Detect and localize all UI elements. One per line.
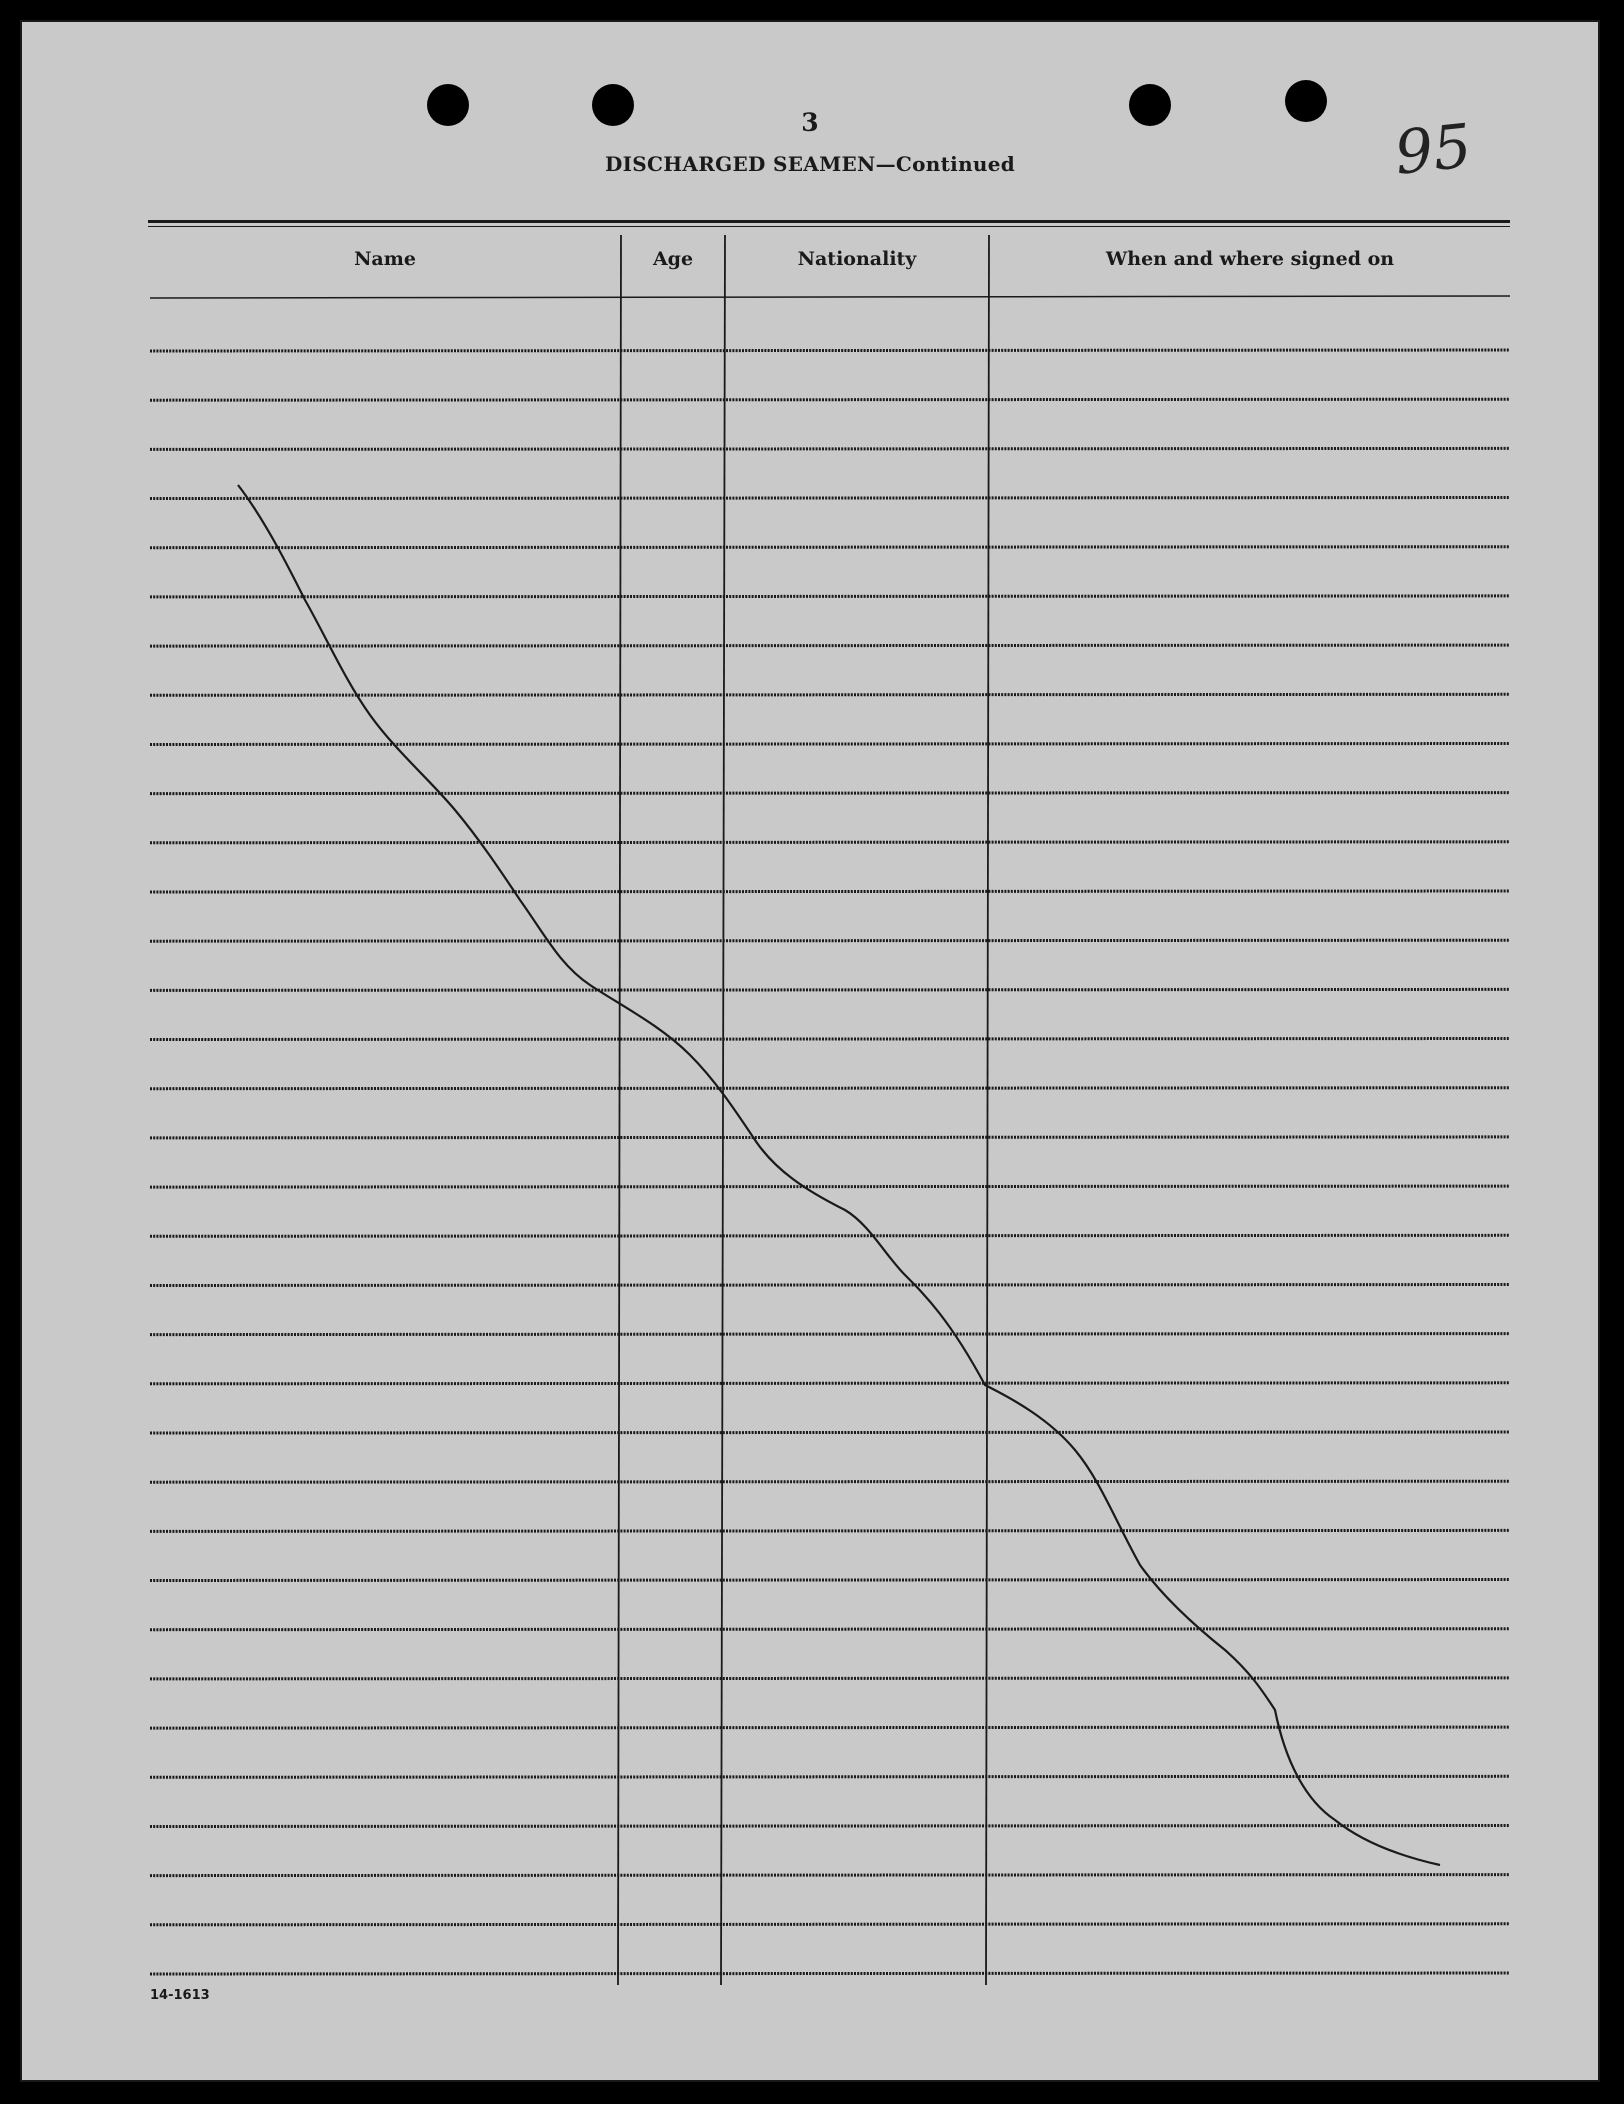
form-title: DISCHARGED SEAMEN—Continued <box>604 152 1016 176</box>
row-line <box>150 1530 1510 1531</box>
form-number: 14-1613 <box>150 1988 210 2003</box>
row-line <box>150 1039 1510 1040</box>
row-line <box>150 350 1510 351</box>
row-line <box>150 498 1510 499</box>
row-line <box>150 1629 1510 1630</box>
page-number: 3 <box>801 108 819 137</box>
row-line <box>150 940 1510 941</box>
row-line <box>150 989 1510 990</box>
column-header-age: Age <box>652 248 694 270</box>
header-underline <box>150 296 1510 298</box>
row-line <box>150 399 1510 400</box>
row-line <box>150 1383 1510 1384</box>
row-lines <box>150 350 1510 1974</box>
row-line <box>150 1285 1510 1286</box>
row-line <box>150 1432 1510 1433</box>
row-line <box>150 1678 1510 1679</box>
handwritten-page-number: 95 <box>1391 111 1475 189</box>
column-header-name: Name <box>354 248 416 270</box>
row-line <box>150 694 1510 695</box>
row-line <box>150 547 1510 548</box>
row-line <box>150 793 1510 794</box>
row-line <box>150 1137 1510 1138</box>
row-line <box>150 891 1510 892</box>
row-line <box>150 448 1510 449</box>
column-header-signed-on: When and where signed on <box>1105 248 1395 270</box>
row-line <box>150 1481 1510 1482</box>
row-line <box>150 1334 1510 1335</box>
row-line <box>150 1973 1510 1974</box>
row-line <box>150 1776 1510 1777</box>
row-line <box>150 1580 1510 1581</box>
row-line <box>150 1088 1510 1089</box>
column-header-nationality: Nationality <box>797 248 917 270</box>
row-line <box>150 842 1510 843</box>
row-line <box>150 1826 1510 1827</box>
row-line <box>150 1924 1510 1925</box>
row-line <box>150 1875 1510 1876</box>
cancellation-line <box>238 485 1440 1865</box>
row-line <box>150 596 1510 597</box>
row-line <box>150 645 1510 646</box>
row-line <box>150 1235 1510 1236</box>
row-line <box>150 1727 1510 1728</box>
row-line <box>150 744 1510 745</box>
row-line <box>150 1186 1510 1187</box>
